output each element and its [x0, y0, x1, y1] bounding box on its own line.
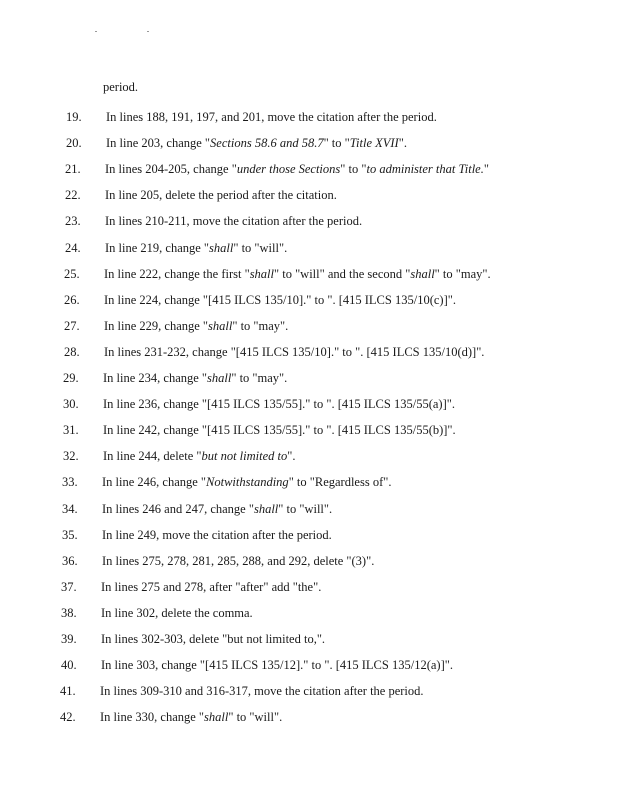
text-run: In line 222, change the first "	[104, 267, 250, 281]
item-number: 35.	[62, 528, 78, 542]
item-number: 20.	[66, 136, 82, 150]
item-text	[100, 684, 424, 699]
text-run: " to "will".	[228, 710, 283, 724]
italic-quote: under those Sections	[236, 162, 341, 176]
text-run: " to "may".	[434, 267, 491, 281]
item-text	[103, 397, 455, 412]
italic-quote: shall	[410, 267, 435, 281]
italic-quote: Notwithstanding	[206, 475, 289, 489]
item-text	[103, 423, 456, 438]
italic-quote: shall	[209, 241, 234, 255]
item-number: 19.	[66, 110, 82, 124]
item-number: 25.	[64, 267, 80, 281]
item-number: 24.	[65, 241, 81, 255]
scan-speck	[147, 31, 149, 32]
italic-quote: shall	[253, 502, 279, 516]
text-run: " to "will".	[233, 241, 288, 255]
text-run: In lines 204-205, change "	[105, 162, 237, 176]
text-run: In lines 231-232, change "[415 ILCS 135/10]." to ". [415 ILCS 135/10(d)]".	[104, 345, 485, 359]
item-number: 31.	[63, 423, 79, 437]
text-run: " to "Regardless of".	[288, 475, 392, 489]
text-run: "	[483, 162, 489, 176]
italic-quote: but not limited to	[201, 449, 288, 463]
text-run: In line 246, change "	[102, 475, 207, 489]
item-number: 29.	[63, 371, 79, 385]
item-number: 39.	[61, 632, 77, 646]
text-run: In line 303, change "[415 ILCS 135/12]." to ". [415 ILCS 135/12(a)]".	[101, 658, 453, 672]
text-run: " to "	[323, 136, 350, 150]
text-run: In line 224, change "[415 ILCS 135/10]." to ". [415 ILCS 135/10(c)]".	[104, 293, 456, 307]
text-run: In line 234, change "	[103, 371, 208, 385]
item-number: 21.	[65, 162, 81, 176]
text-run: " to "	[340, 162, 367, 176]
item-number: 32.	[63, 449, 79, 463]
text-run: In lines 210-211, move the citation after the period.	[105, 214, 363, 228]
item-text	[103, 449, 295, 464]
text-run: In lines 275, 278, 281, 285, 288, and 292, delete "(3)".	[102, 554, 375, 568]
text-run: In lines 246 and 247, change "	[102, 502, 254, 516]
scan-speck	[95, 31, 97, 32]
italic-quote: Title XVII	[349, 136, 399, 150]
item-number: 41.	[60, 684, 76, 698]
text-run: In line 302, delete the comma.	[101, 606, 253, 620]
item-text	[101, 580, 321, 595]
text-run: In line 330, change "	[100, 710, 205, 724]
text-run: In line 229, change "	[104, 319, 209, 333]
item-number: 36.	[62, 554, 78, 568]
item-number: 33.	[62, 475, 78, 489]
item-number: 30.	[63, 397, 79, 411]
text-run: In line 205, delete the period after the citation.	[105, 188, 337, 202]
text-run: In line 236, change "[415 ILCS 135/55]." to ". [415 ILCS 135/55(a)]".	[103, 397, 455, 411]
text-run: In line 219, change "	[105, 241, 210, 255]
italic-quote: Sections 58.6 and 58.7	[210, 136, 324, 150]
item-text	[105, 162, 489, 177]
item-text	[104, 319, 288, 334]
continuation-text: period.	[103, 80, 139, 94]
item-text	[106, 136, 407, 151]
text-run: ".	[287, 449, 296, 463]
item-text	[105, 241, 287, 256]
text-run: In lines 275 and 278, after "after" add "the".	[101, 580, 322, 594]
item-text	[102, 475, 391, 490]
item-text	[100, 710, 282, 725]
item-number: 27.	[64, 319, 80, 333]
item-number: 23.	[65, 214, 81, 228]
item-number: 37.	[61, 580, 77, 594]
item-text	[105, 214, 362, 229]
item-text	[102, 528, 332, 543]
item-text	[102, 502, 332, 517]
item-text	[102, 554, 374, 569]
item-text	[103, 371, 287, 386]
item-text	[106, 110, 437, 125]
item-number: 42.	[60, 710, 76, 724]
italic-quote: shall	[249, 267, 274, 281]
item-text	[104, 267, 491, 282]
italic-quote: shall	[204, 710, 229, 724]
text-run: ".	[398, 136, 407, 150]
text-run: In line 242, change "[415 ILCS 135/55]." to ". [415 ILCS 135/55(b)]".	[103, 423, 456, 437]
item-text	[101, 632, 325, 647]
text-run: " to "will".	[278, 502, 333, 516]
item-number: 26.	[64, 293, 80, 307]
item-text	[101, 606, 253, 621]
text-run: In lines 302-303, delete "but not limited to,".	[101, 632, 326, 646]
text-run: In line 203, change "	[106, 136, 211, 150]
text-run: In lines 188, 191, 197, and 201, move the citation after the period.	[106, 110, 437, 124]
text-run: " to "will" and the second "	[274, 267, 411, 281]
item-number: 38.	[61, 606, 77, 620]
item-text	[105, 188, 337, 203]
italic-quote: shall	[208, 319, 233, 333]
text-run: " to "may".	[232, 319, 289, 333]
text-run: In line 249, move the citation after the period.	[102, 528, 332, 542]
text-run: In line 244, delete "	[103, 449, 202, 463]
item-text	[101, 658, 453, 673]
item-text	[104, 293, 456, 308]
item-number: 28.	[64, 345, 80, 359]
text-run: In lines 309-310 and 316-317, move the citation after the period.	[100, 684, 424, 698]
text-run: " to "may".	[231, 371, 288, 385]
item-number: 34.	[62, 502, 78, 516]
item-text	[104, 345, 484, 360]
item-number: 40.	[61, 658, 77, 672]
italic-quote: shall	[207, 371, 232, 385]
italic-quote: to administer that Title.	[366, 162, 484, 176]
item-number: 22.	[65, 188, 81, 202]
